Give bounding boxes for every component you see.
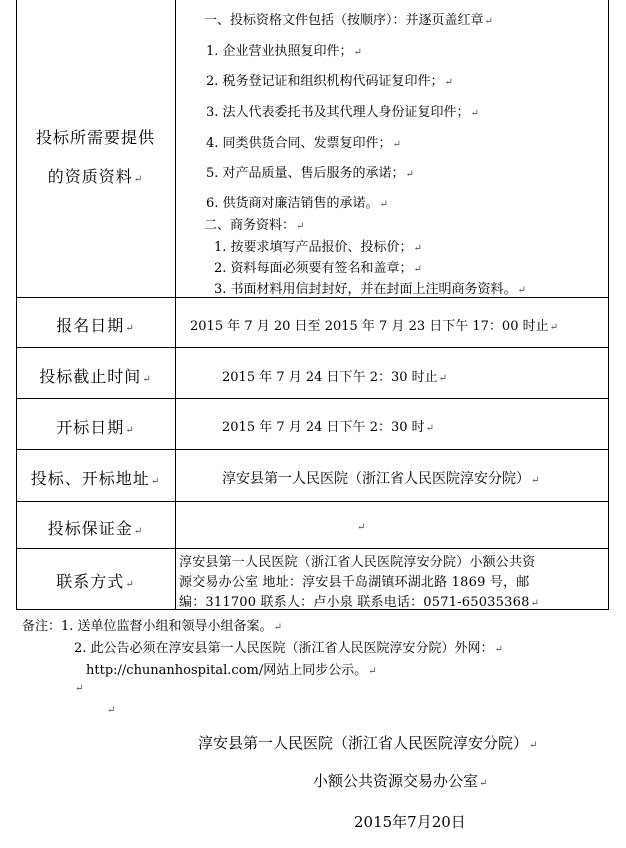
paragraph-mark-icon: ↵ — [125, 579, 135, 590]
paragraph-mark-icon: ↵ — [529, 740, 538, 751]
paragraph-mark-icon: ↵ — [531, 475, 540, 486]
notes-line-1 — [22, 615, 282, 634]
paragraph-mark-icon: ↵ — [125, 425, 135, 436]
paragraph-mark-icon: ↵ — [392, 139, 401, 150]
paragraph-mark-icon: ↵ — [142, 374, 152, 385]
opening-label: 开标日期↵ — [56, 418, 135, 437]
paragraph-mark-icon: ↵ — [75, 683, 84, 694]
row-divider — [16, 548, 609, 549]
note-item-2: 2. 此公告必须在淳安县第一人民医院（浙江省人民医院淳安分院）外网： — [74, 641, 494, 656]
row-divider — [16, 501, 609, 502]
paragraph-mark-icon: ↵ — [379, 199, 388, 210]
qualification-item: 1. 企业营业执照复印件；↵ — [206, 44, 362, 59]
paragraph-mark-icon: ↵ — [494, 644, 503, 655]
paragraph-mark-icon: ↵ — [517, 285, 526, 296]
qualification-item: 2. 税务登记证和组织机构代码证复印件；↵ — [206, 74, 453, 89]
location-value: 淳安县第一人民医院（浙江省人民医院淳安分院）↵ — [222, 471, 540, 487]
paragraph-mark-icon: ↵ — [133, 174, 144, 185]
contact-label: 联系方式↵ — [56, 572, 135, 591]
empty-paragraph — [106, 702, 115, 717]
qualification-item: 5. 对产品质量、售后服务的承诺；↵ — [206, 166, 414, 181]
signature-date: 2015年7月20日 — [354, 813, 466, 831]
empty-paragraph — [74, 680, 83, 695]
paragraph-mark-icon: ↵ — [150, 476, 161, 487]
qualification-item: 6. 供货商对廉洁销售的承诺。↵ — [206, 196, 388, 211]
qualification-item: 4. 同类供货合同、发票复印件；↵ — [206, 136, 401, 151]
paragraph-mark-icon: ↵ — [133, 526, 144, 537]
registration-label: 报名日期↵ — [56, 316, 135, 335]
signature-org-line-1: 淳安县第一人民医院（浙江省人民医院淳安分院）↵ — [198, 734, 538, 752]
opening-value: 2015 年 7 月 24 日下午 2：30 时↵ — [222, 420, 435, 435]
row-divider — [16, 449, 609, 450]
paragraph-mark-icon: ↵ — [444, 77, 453, 88]
qualification-item: 3. 法人代表委托书及其代理人身份证复印件；↵ — [206, 105, 479, 120]
deadline-label: 投标截止时间↵ — [39, 367, 152, 386]
note-item-1: 1. 送单位监督小组和领导小组备案。 — [61, 619, 273, 634]
paragraph-mark-icon: ↵ — [273, 622, 282, 633]
business-item: 2. 资料每面必须要有签名和盖章；↵ — [214, 261, 422, 276]
paragraph-mark-icon: ↵ — [470, 108, 479, 119]
paragraph-mark-icon: ↵ — [357, 522, 366, 533]
qualification-label-line1: 投标所需要提供 — [35, 128, 155, 147]
paragraph-mark-icon: ↵ — [425, 423, 435, 434]
paragraph-mark-icon: ↵ — [549, 322, 558, 333]
paragraph-mark-icon: ↵ — [484, 16, 493, 27]
paragraph-mark-icon: ↵ — [405, 169, 414, 180]
tender-info-table — [16, 0, 609, 610]
paragraph-mark-icon: ↵ — [438, 373, 448, 384]
signature-org-line-2: 小额公共资源交易办公室↵ — [313, 772, 488, 790]
contact-line-3: 编：311700 联系人：卢小泉 联系电话：0571-65035368↵ — [179, 595, 540, 610]
deadline-value: 2015 年 7 月 24 日下午 2：30 时止↵ — [222, 370, 448, 385]
qualification-label-2 — [16, 164, 175, 187]
notes-prefix: 备注： — [22, 619, 62, 634]
deposit-label: 投标保证金↵ — [47, 519, 144, 538]
business-item: 3. 书面材料用信封封好，并在封面上注明商务资料。↵ — [214, 282, 526, 297]
qualification-label — [16, 125, 175, 148]
row-divider — [16, 398, 609, 399]
location-label: 投标、开标地址↵ — [30, 469, 161, 488]
row-divider — [16, 347, 609, 348]
business-item: 1. 按要求填写产品报价、投标价；↵ — [214, 240, 422, 255]
paragraph-mark-icon: ↵ — [413, 243, 422, 254]
paragraph-mark-icon: ↵ — [353, 47, 362, 58]
paragraph-mark-icon: ↵ — [479, 778, 488, 789]
contact-line-1: 淳安县第一人民医院（浙江省人民医院淳安分院）小额公共资 — [179, 555, 536, 570]
registration-value: 2015 年 7 月 20 日至 2015 年 7 月 23 日下午 17：00 时止↵ — [190, 319, 558, 334]
row-divider — [16, 297, 609, 298]
paragraph-mark-icon: ↵ — [125, 323, 135, 334]
paragraph-mark-icon: ↵ — [413, 264, 422, 275]
qualification-heading-1: 一、投标资格文件包括（按顺序）：并逐页盖红章↵ — [204, 13, 493, 28]
deposit-value — [356, 519, 365, 534]
table-column-divider — [175, 0, 176, 610]
paragraph-mark-icon: ↵ — [107, 705, 116, 716]
business-heading: 二、商务资料：↵ — [204, 218, 305, 233]
paragraph-mark-icon: ↵ — [296, 221, 305, 232]
qualification-label-line2: 的资质资料 — [47, 167, 133, 186]
contact-line-2: 源交易办公室 地址：淳安县千岛湖镇环湖北路 1869 号，邮 — [179, 575, 530, 590]
paragraph-mark-icon: ↵ — [368, 666, 377, 677]
notes-line-2 — [74, 637, 503, 656]
note-item-2-url: http://chunanhospital.com/网站上同步公示。 — [86, 663, 368, 678]
table-border-right — [608, 0, 609, 610]
paragraph-mark-icon: ↵ — [530, 598, 540, 609]
notes-line-3 — [86, 659, 377, 678]
